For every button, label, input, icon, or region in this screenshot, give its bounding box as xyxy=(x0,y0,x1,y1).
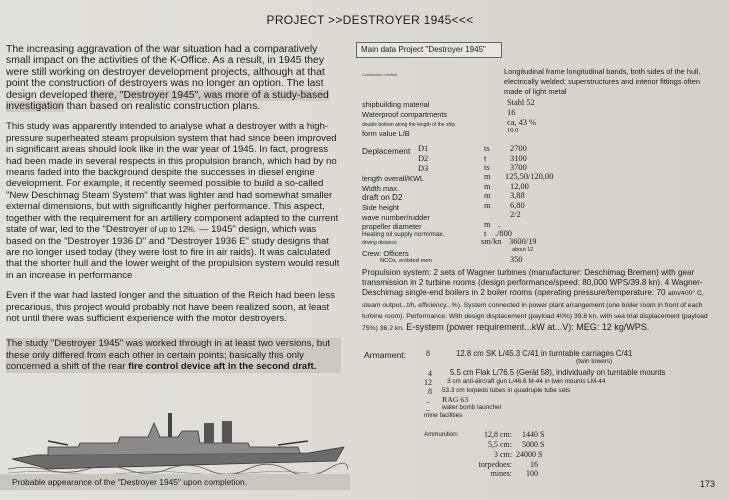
ammunition-value: 100 xyxy=(526,469,538,478)
ammunition-value: 24000 S xyxy=(516,450,543,459)
main-data-header: Main data Project "Destroyer 1945" xyxy=(356,42,502,58)
ammunition-type: 3 cm: xyxy=(494,450,512,459)
study-text: This study was apparently intended to analyse what a destroyer with a high-pressure superheated steam propulsion system that had since been improved in significant areas should look like in the war year of 1945. In fact, progress had been made in several respects in this propulsion branch, which had by no means faded into the background despite the successes in diesel engine development. For example, it recently seemed possible to build a so-called "New Deschimag Steam System" that was lighter and had somewhat smaller external dimensions, but with significantly higher performance. This aspect, together with the requirement for an artillery component adapted to the current state of war, led to the "Destroyer xyxy=(6,121,339,236)
propulsion-text xyxy=(362,268,717,334)
spec-value: 3,88 xyxy=(510,191,525,200)
study-small-text: of up to 12%. xyxy=(150,225,197,235)
armament-item: mine facilities xyxy=(424,412,463,419)
spec-label: Waterproof compartments xyxy=(362,110,448,119)
ammunition-value: 1440 S xyxy=(522,430,545,439)
d-label: D3 xyxy=(418,164,429,173)
armament-count: 8 xyxy=(428,387,432,396)
spec-value: 3600/19 xyxy=(509,237,537,246)
spec-value: 10.0 xyxy=(507,127,519,134)
ammunition-type: 12,8 cm: xyxy=(484,430,512,439)
spec-label: Width max. xyxy=(362,184,399,193)
page-number: 173 xyxy=(700,479,716,489)
d-label: D1 xyxy=(418,144,429,153)
spec-unit: t xyxy=(484,229,487,238)
intro-text: The increasing aggravation of the war situation had a comparatively small impact on the activities of the K-Office. As a result, in 1945 they were still working on destroyer development projects, although at that point the construction of destroyers was no longer an option. The last design developed xyxy=(6,44,325,101)
propulsion-detail: atm/400° C, steam output...t/h, efficiency...%). System connected in power plant arrangement (one boiler room in front of each turbine room). Performance: With design displacement (payload 40%) 39.8 kn, with sea trial displacement (payload 75%) 38.2 kn. xyxy=(362,290,708,333)
spec-unit: m xyxy=(484,201,491,210)
versions-bold-text: fire control device aft in the second draft. xyxy=(128,361,317,373)
spec-label: length overall/KWL xyxy=(362,174,425,183)
spec-label: shipbuilding material xyxy=(362,100,430,109)
armament-label: Armament: xyxy=(364,350,407,360)
armament-item: water bomb launcher xyxy=(442,404,502,411)
intro-highlight: there, "Destroyer 1945", was more of a study-based investigation xyxy=(6,89,329,113)
spec-value: about 12 xyxy=(512,247,534,253)
figure-caption: Probable appearance of the "Destroyer 1945" upon completion. xyxy=(0,474,350,490)
spec-value: Stahl 52 xyxy=(507,98,535,107)
spec-value: 6,80 xyxy=(510,201,525,210)
armament-item: 5.5 cm Flak L/76.5 (Gerät 58), individually on turntable mounts xyxy=(450,368,666,377)
intro-paragraph xyxy=(6,44,341,112)
ammunition-label: Ammunition: xyxy=(424,431,459,438)
spec-unit: sm/kn xyxy=(481,237,502,246)
ammunition-type: torpedoes: xyxy=(478,460,512,469)
spec-label: double bottom along the length of the ship xyxy=(362,122,456,128)
spec-unit: m xyxy=(484,182,491,191)
armament-count: 12 xyxy=(424,378,432,387)
armament-count: .. xyxy=(426,404,430,413)
spec-label: driving distance xyxy=(362,240,397,246)
spec-label: NCOs, enlisted men xyxy=(380,258,432,264)
ammunition-type: mines: xyxy=(490,469,512,478)
spec-value: 12,00 xyxy=(510,182,529,191)
armament-count: 4 xyxy=(428,369,432,378)
destroyer-illustration xyxy=(8,403,348,475)
armament-count: 8 xyxy=(426,349,430,358)
spec-value: 16 xyxy=(507,108,516,117)
spec-label: propeller diameter xyxy=(362,222,422,231)
ammunition-type: 5,5 cm: xyxy=(488,440,512,449)
ammunition-value: 5000 S xyxy=(522,440,545,449)
spec-unit: m xyxy=(484,220,491,229)
spec-value: 3100 xyxy=(510,154,527,163)
armament-item: 3 cm anti-aircraft gun L/46.6 M-44 in twin mounts LM-44 xyxy=(447,378,606,385)
spec-label: Side height xyxy=(362,203,399,212)
d-label: D2 xyxy=(418,154,429,163)
study-paragraph xyxy=(6,121,341,281)
spec-label: Crew: Officers xyxy=(362,249,409,258)
spec-value: 3700 xyxy=(510,163,527,172)
spec-unit: t xyxy=(484,154,487,163)
spec-value: 125,50/120,00 xyxy=(505,172,554,181)
construction-label: Construction method xyxy=(362,73,398,77)
ammunition-value: 16 xyxy=(530,460,538,469)
left-column xyxy=(6,44,341,373)
propulsion-main: Propulsion system: 2 sets of Wagner turbines (manufacturer: Deschimag Bremen) with gear transmission in 2 turbine rooms (design performance/speed: 80,000 WPS/39.8 kn). 4 Wagner-Deschimag single-end boilers in 2 boiler rooms (operating pressure/temperature: 70 xyxy=(362,268,703,298)
spec-value: 2/2 xyxy=(510,210,521,219)
page-title: PROJECT >>DESTROYER 1945<<< xyxy=(266,13,474,27)
spec-label: Deplacement xyxy=(362,147,411,156)
study-text-end: — 1945" design, which was based on the "Destroyer 1936 D" and "Destroyer 1936 E" study designs that are no longer used today (they were lost to fire in air raids). It was calculated that the shorter hull and the lower weight of the propulsion system would result in an increase in performance xyxy=(6,224,340,281)
intro-text-end: than based on realistic construction plans. xyxy=(66,101,261,113)
war-paragraph: Even if the war had lasted longer and the situation of the Reich had been less precarious, this project would probably not have been realized soon, at least not until there was sufficient experience with the motor destroyers. xyxy=(6,290,336,324)
spec-value: ./800 xyxy=(495,229,512,238)
armament-count: .. xyxy=(426,396,430,405)
armament-item: 53.3 cm torpedo tubes in quadruple tube sets xyxy=(442,387,571,394)
spec-label: wave number/rudder xyxy=(362,213,430,222)
spec-label: form value L/B xyxy=(362,129,410,138)
spec-unit: ts xyxy=(484,144,490,153)
spec-label: draft on D2 xyxy=(362,193,403,202)
versions-text: The study "Destroyer 1945" was worked through in at least two versions, but these only differed from each other in certain points; basically this only concerned a shift of the rear xyxy=(6,338,331,373)
spec-unit: ts xyxy=(484,163,490,172)
spec-label: Heating oil supply norm/max. xyxy=(362,231,445,238)
armament-item: 12.8 cm SK L/45.3 C/41 in turntable carriages C/41 xyxy=(456,349,633,358)
spec-value: . xyxy=(498,220,501,229)
spec-value: 350 xyxy=(510,255,523,264)
armament-item: (twin towers) xyxy=(576,358,613,365)
versions-paragraph xyxy=(6,338,341,372)
spec-value: 2700 xyxy=(510,144,527,153)
construction-text: Longitudinal frame longitudinal bands, both sides of the hull, electrically welded; superstructures and interior fittings often made of light metal xyxy=(504,67,701,96)
armament-item: RAG 63 xyxy=(442,395,469,404)
propulsion-esystem: E-system (power requirement...kW at...V): MEG: 12 kg/WPS. xyxy=(406,322,650,333)
spec-value: ca, 43 % xyxy=(507,118,537,127)
spec-unit: m xyxy=(484,191,491,200)
spec-unit: m xyxy=(484,172,491,181)
